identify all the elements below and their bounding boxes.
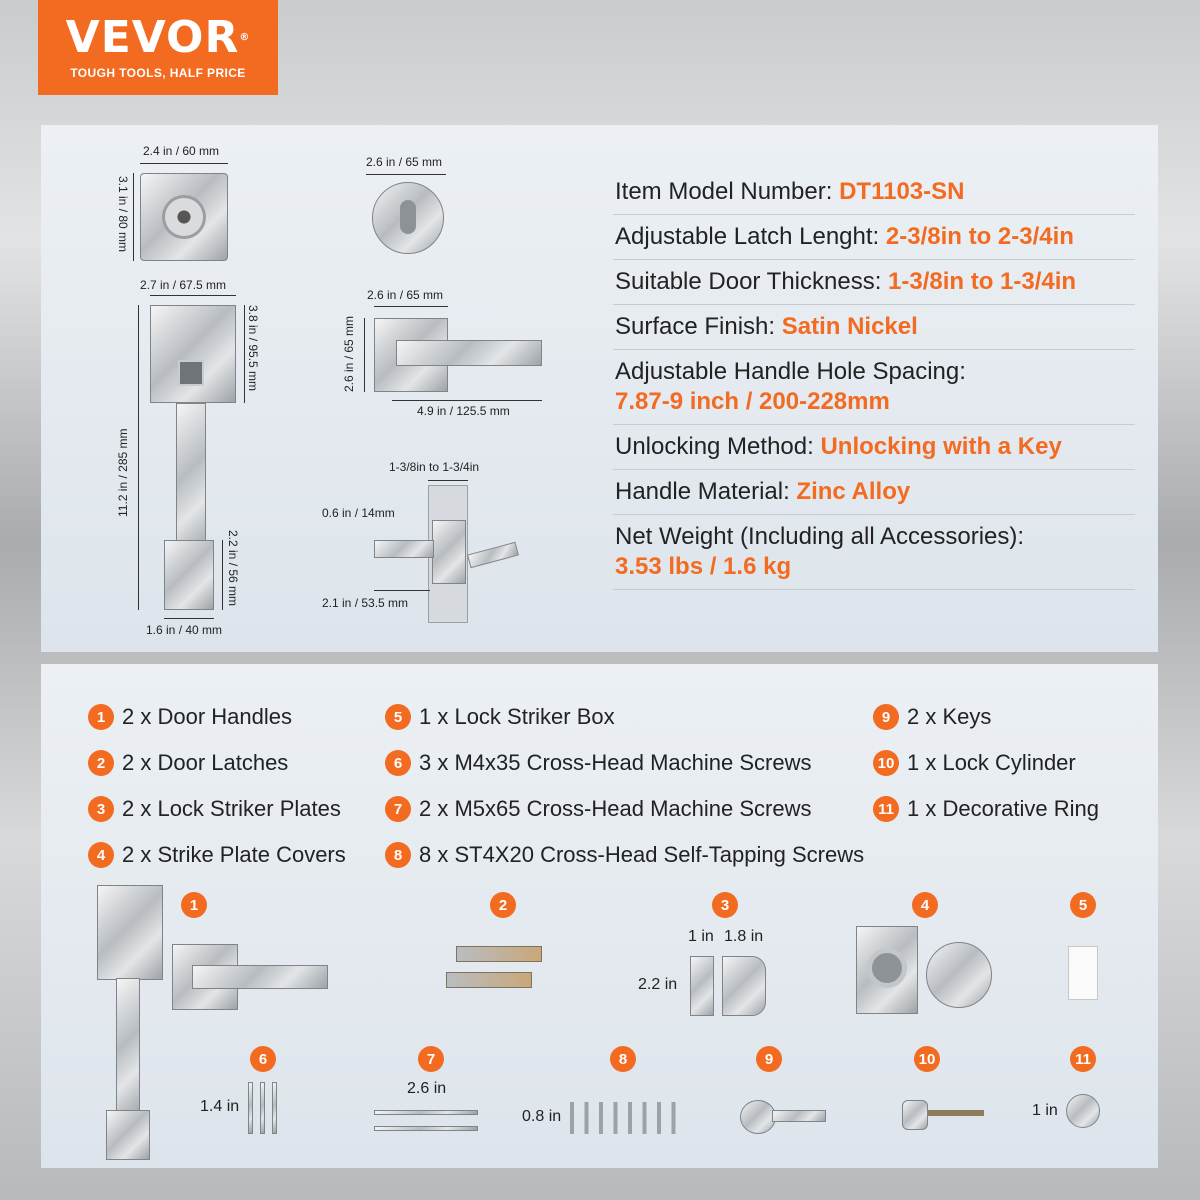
dim-line xyxy=(133,173,134,261)
part-item: 11 1 x Decorative Ring xyxy=(873,796,1099,822)
deadbolt-width-label: 2.4 in / 60 mm xyxy=(143,144,220,158)
number-badge: 8 xyxy=(385,842,411,868)
key-image xyxy=(740,1100,776,1134)
long-screw-image xyxy=(374,1110,478,1115)
door-thickness-label: 1-3/8in to 1-3/4in xyxy=(389,460,480,474)
thumb-turn-icon xyxy=(400,200,416,234)
spec-hole-spacing: Adjustable Handle Hole Spacing: 7.87-9 inch / 200-228mm xyxy=(613,350,1135,425)
spec-list xyxy=(613,170,1135,590)
latch-image xyxy=(446,972,532,988)
handle-top-height-label: 3.8 in / 95.5 mm xyxy=(246,305,260,392)
key-image xyxy=(772,1110,826,1122)
deadbolt-height-label: 3.1 in / 80 mm xyxy=(116,176,130,253)
number-badge: 1 xyxy=(88,704,114,730)
keyhole-icon xyxy=(162,195,206,239)
part-badge-5: 5 xyxy=(1070,892,1096,918)
number-badge: 4 xyxy=(88,842,114,868)
striker-box-image xyxy=(1068,946,1098,1000)
spec-door-thickness: Suitable Door Thickness: 1-3/8in to 1-3/4in xyxy=(613,260,1135,305)
latch-bolt-image xyxy=(374,540,434,558)
plate-height-label: 2.2 in xyxy=(638,976,678,993)
lever-arm-image xyxy=(396,340,542,366)
part-item: 4 2 x Strike Plate Covers xyxy=(88,842,346,868)
dim-line xyxy=(138,305,139,610)
number-badge: 3 xyxy=(88,796,114,822)
part-item: 3 2 x Lock Striker Plates xyxy=(88,796,341,822)
spec-model: Item Model Number: DT1103-SN xyxy=(613,170,1135,215)
part-item: 9 2 x Keys xyxy=(873,704,991,730)
spec-finish: Surface Finish: Satin Nickel xyxy=(613,305,1135,350)
part-badge-2: 2 xyxy=(490,892,516,918)
screw6-length-label: 1.4 in xyxy=(200,1098,240,1115)
lever-handle-arm-image xyxy=(192,965,328,989)
part-item: 6 3 x M4x35 Cross-Head Machine Screws xyxy=(385,750,811,776)
lock-cylinder-image xyxy=(902,1100,928,1130)
striker-plate-large-image xyxy=(722,956,766,1016)
dim-line xyxy=(244,305,245,403)
screw7-length-label: 2.6 in xyxy=(407,1080,447,1097)
number-badge: 6 xyxy=(385,750,411,776)
part-item: 2 2 x Door Latches xyxy=(88,750,288,776)
number-badge: 5 xyxy=(385,704,411,730)
spec-unlocking: Unlocking Method: Unlocking with a Key xyxy=(613,425,1135,470)
door-handle-image xyxy=(97,885,163,980)
machine-screw-image xyxy=(248,1082,253,1134)
handle-grip-image xyxy=(176,403,206,553)
handle-bottom-height-label: 2.2 in / 56 mm xyxy=(226,530,240,607)
dim-line xyxy=(140,163,228,164)
round-plate-label: 2.6 in / 65 mm xyxy=(366,155,443,169)
dim-line xyxy=(374,590,430,591)
lever-plate-height-label: 2.6 in / 65 mm xyxy=(342,315,356,392)
handle-top-plate-image xyxy=(150,305,236,403)
dim-line xyxy=(164,618,214,619)
ring-diameter-label: 1 in xyxy=(1032,1102,1058,1119)
part-badge-7: 7 xyxy=(418,1046,444,1072)
number-badge: 9 xyxy=(873,704,899,730)
decorative-ring-image xyxy=(1066,1094,1100,1128)
brand-name: VEVOR® xyxy=(65,12,251,63)
spec-material: Handle Material: Zinc Alloy xyxy=(613,470,1135,515)
cover-hole xyxy=(867,948,907,988)
part-item: 10 1 x Lock Cylinder xyxy=(873,750,1076,776)
dim-line xyxy=(364,318,365,392)
latch-plate-image xyxy=(432,520,466,584)
plate-small-width-label: 1 in xyxy=(688,928,714,945)
round-cover-image xyxy=(926,942,992,1008)
thumb-press-icon xyxy=(178,360,204,386)
number-badge: 11 xyxy=(873,796,899,822)
part-item: 1 2 x Door Handles xyxy=(88,704,292,730)
part-badge-8: 8 xyxy=(610,1046,636,1072)
screw8-length-label: 0.8 in xyxy=(522,1108,562,1125)
striker-plate-small-image xyxy=(690,956,714,1016)
number-badge: 10 xyxy=(873,750,899,776)
dim-line xyxy=(374,306,448,307)
latch-image xyxy=(456,946,542,962)
part-item: 8 8 x ST4X20 Cross-Head Self-Tapping Screws xyxy=(385,842,864,868)
vevor-logo xyxy=(38,0,278,95)
dim-line xyxy=(366,174,446,175)
part-badge-9: 9 xyxy=(756,1046,782,1072)
number-badge: 2 xyxy=(88,750,114,776)
machine-screw-image xyxy=(272,1082,277,1134)
part-item: 7 2 x M5x65 Cross-Head Machine Screws xyxy=(385,796,811,822)
handle-total-height-label: 11.2 in / 285 mm xyxy=(116,428,130,517)
machine-screw-image xyxy=(260,1082,265,1134)
part-badge-10: 10 xyxy=(914,1046,940,1072)
lever-length-label: 4.9 in / 125.5 mm xyxy=(417,404,510,418)
part-badge-6: 6 xyxy=(250,1046,276,1072)
long-screw-image xyxy=(374,1126,478,1131)
spec-latch-length: Adjustable Latch Lenght: 2-3/8in to 2-3/4in xyxy=(613,215,1135,260)
handle-width-label: 2.7 in / 67.5 mm xyxy=(140,278,227,292)
latch-length-label: 2.1 in / 53.5 mm xyxy=(322,596,409,610)
door-handle-bottom-image xyxy=(106,1110,150,1160)
part-item: 5 1 x Lock Striker Box xyxy=(385,704,615,730)
number-badge: 7 xyxy=(385,796,411,822)
dim-line xyxy=(392,400,542,401)
dim-line xyxy=(222,540,223,610)
spec-weight: Net Weight (Including all Accessories): 3.53 lbs / 1.6 kg xyxy=(613,515,1135,590)
handle-bottom-width-label: 1.6 in / 40 mm xyxy=(146,623,223,637)
cylinder-tailpiece-image xyxy=(928,1110,984,1116)
self-tapping-screws-image xyxy=(570,1102,686,1134)
part-badge-1: 1 xyxy=(181,892,207,918)
dim-line xyxy=(150,295,236,296)
part-badge-4: 4 xyxy=(912,892,938,918)
dim-line xyxy=(428,480,468,481)
handle-bottom-plate-image xyxy=(164,540,214,610)
part-badge-3: 3 xyxy=(712,892,738,918)
lever-plate-width-label: 2.6 in / 65 mm xyxy=(367,288,444,302)
door-handle-grip-image xyxy=(116,978,140,1118)
latch-face-label: 0.6 in / 14mm xyxy=(322,506,395,520)
brand-tagline: TOUGH TOOLS, HALF PRICE xyxy=(70,66,246,80)
part-badge-11: 11 xyxy=(1070,1046,1096,1072)
package-contents-panel xyxy=(41,664,1158,1168)
plate-large-width-label: 1.8 in xyxy=(724,928,764,945)
